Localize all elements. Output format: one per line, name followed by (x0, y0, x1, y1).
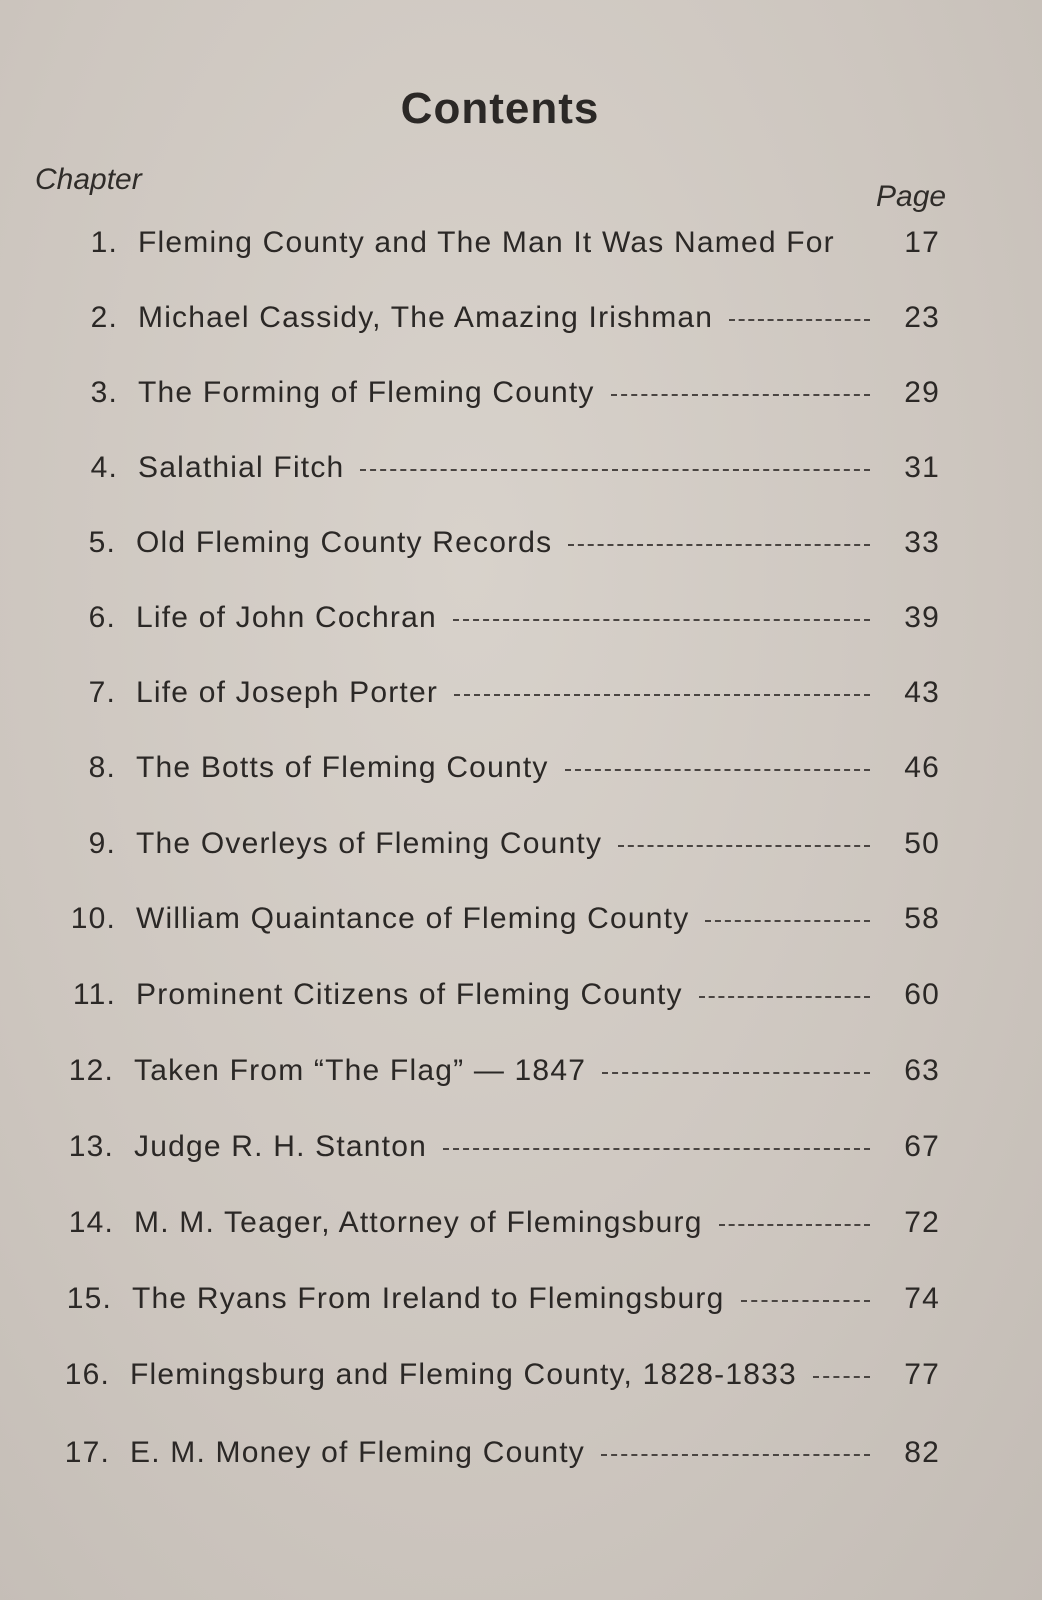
toc-entry-number: 6. (88, 601, 116, 634)
toc-entry-number: 15. (66, 1282, 112, 1315)
toc-entry (84, 676, 940, 716)
toc-entry-number: 5. (88, 526, 116, 559)
toc-entry-page-number: 50 (904, 827, 940, 860)
chapter-column-heading: Chapter (35, 163, 142, 196)
dot-leader (565, 769, 870, 771)
toc-entry-page-number: 31 (904, 451, 940, 484)
toc-entry-number: 3. (90, 376, 118, 409)
toc-entry (64, 902, 940, 942)
toc-entry-title: M. M. Teager, Attorney of Flemingsburg (134, 1206, 703, 1239)
toc-entry-number: 13. (68, 1130, 114, 1163)
dot-leader (611, 394, 870, 396)
page-column-heading: Page (876, 180, 947, 213)
toc-entry-title: Prominent Citizens of Fleming County (136, 978, 683, 1011)
toc-entry-title: The Ryans From Ireland to Flemingsburg (132, 1282, 725, 1315)
dot-leader (719, 1224, 870, 1226)
toc-entry (86, 301, 940, 341)
toc-entry-title: Life of John Cochran (136, 601, 437, 634)
dot-leader (453, 619, 870, 621)
dot-leader (443, 1148, 870, 1150)
toc-entry-title: The Forming of Fleming County (138, 376, 595, 409)
dot-leader (618, 845, 870, 847)
toc-entry-page-number: 46 (904, 751, 940, 784)
toc-entry-page-number: 33 (904, 526, 940, 559)
toc-entry-number: 11. (72, 978, 116, 1011)
toc-entry (84, 827, 940, 867)
toc-entry (86, 376, 940, 416)
toc-entry (58, 1358, 940, 1398)
dot-leader (602, 1072, 870, 1074)
toc-entry-number: 1. (90, 226, 118, 259)
toc-entry (62, 1130, 940, 1170)
dot-leader (741, 1300, 871, 1302)
toc-entry-title: William Quaintance of Fleming County (136, 902, 690, 935)
toc-entry-page-number: 77 (904, 1358, 940, 1391)
toc-entry (86, 451, 940, 491)
toc-entry-title: The Overleys of Fleming County (136, 827, 603, 860)
toc-entry-page-number: 74 (904, 1282, 940, 1315)
toc-entry (62, 1054, 940, 1094)
toc-entry (60, 1282, 940, 1322)
toc-entry-page-number: 60 (904, 978, 940, 1011)
toc-entry-page-number: 43 (904, 676, 940, 709)
toc-entry-page-number: 82 (904, 1436, 940, 1469)
toc-entry (62, 1206, 940, 1246)
toc-entry-title: Old Fleming County Records (136, 526, 553, 559)
toc-entry-number: 16. (64, 1358, 110, 1391)
toc-entry-title: Life of Joseph Porter (136, 676, 439, 709)
dot-leader (813, 1376, 870, 1378)
toc-entry-number: 17. (64, 1436, 110, 1469)
dot-leader (705, 920, 870, 922)
toc-entry-title: Taken From “The Flag” — 1847 (134, 1054, 587, 1087)
dot-leader (699, 996, 870, 998)
dot-leader (454, 694, 870, 696)
toc-entry-page-number: 63 (904, 1054, 940, 1087)
dot-leader (601, 1454, 870, 1456)
toc-entry-page-number: 58 (904, 902, 940, 935)
toc-entry-title: Fleming County and The Man It Was Named For (138, 226, 835, 259)
toc-entry-number: 10. (70, 902, 116, 935)
toc-entry (84, 601, 940, 641)
toc-entry-page-number: 67 (904, 1130, 940, 1163)
toc-entry-number: 4. (90, 451, 118, 484)
toc-entry-number: 9. (88, 827, 116, 860)
dot-leader (360, 469, 870, 471)
toc-entry-title: E. M. Money of Fleming County (130, 1436, 585, 1469)
page-title: Contents (400, 84, 600, 133)
toc-entry-number: 7. (88, 676, 116, 709)
toc-entry (84, 526, 940, 566)
toc-entry-page-number: 39 (904, 601, 940, 634)
toc-entry-page-number: 23 (904, 301, 940, 334)
toc-entry-title: Flemingsburg and Fleming County, 1828-1833 (130, 1358, 797, 1391)
toc-entry (64, 978, 940, 1018)
toc-entry-title: Judge R. H. Stanton (134, 1130, 427, 1163)
toc-entry (84, 751, 940, 791)
toc-entry-number: 2. (90, 301, 118, 334)
toc-entry (58, 1436, 940, 1476)
toc-entry-number: 14. (68, 1206, 114, 1239)
dot-leader (568, 544, 870, 546)
toc-entry-number: 12. (68, 1054, 114, 1087)
toc-entry-page-number: 29 (904, 376, 940, 409)
toc-entry-title: Michael Cassidy, The Amazing Irishman (138, 301, 714, 334)
toc-entry-number: 8. (88, 751, 116, 784)
dot-leader (729, 319, 870, 321)
toc-entry-page-number: 17 (904, 226, 940, 259)
toc-entry (86, 226, 940, 266)
toc-entry-title: Salathial Fitch (138, 451, 345, 484)
toc-entry-title: The Botts of Fleming County (136, 751, 549, 784)
toc-entry-page-number: 72 (904, 1206, 940, 1239)
